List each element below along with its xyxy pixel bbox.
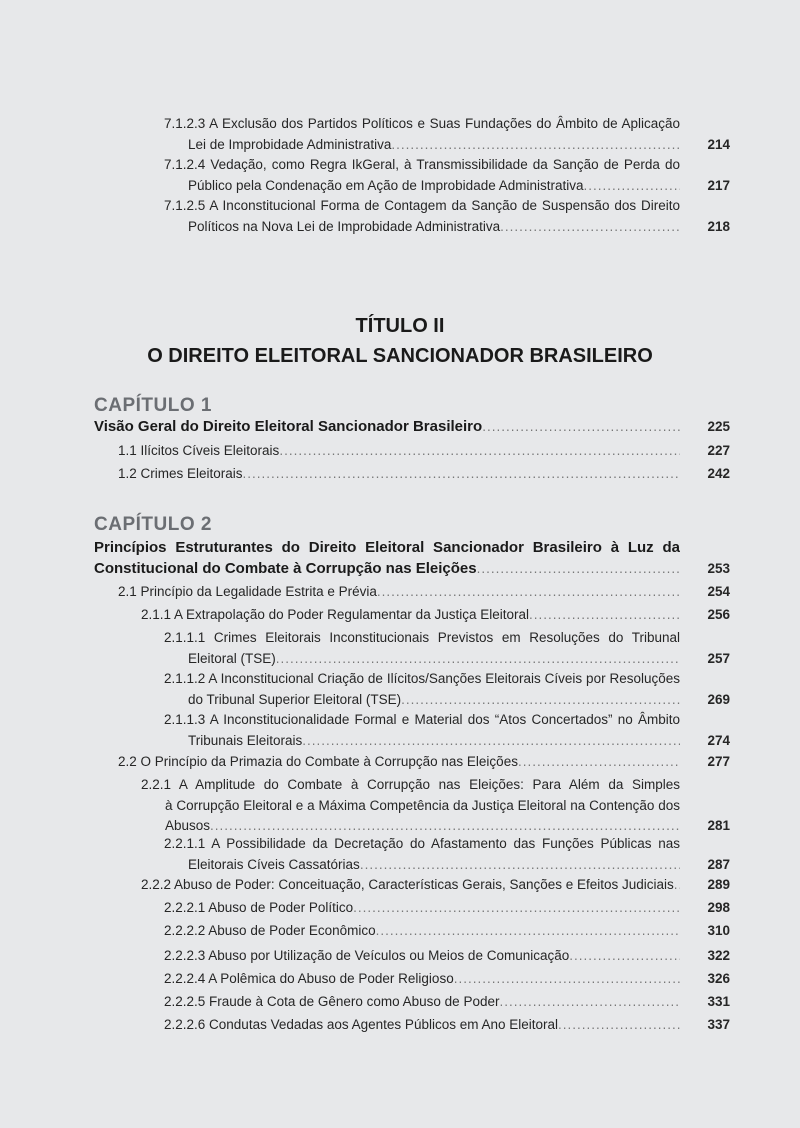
entry-line: 2.1.1.2 A Inconstitucional Criação de Ilícitos/Sanções Eleitorais Cíveis por Resoluções: [164, 671, 680, 686]
page-number: 326: [707, 971, 730, 986]
page-number: 253: [707, 561, 730, 576]
entry-line: 2.2.1 A Amplitude do Combate à Corrupção nas Eleições: Para Além da Simples: [141, 777, 680, 792]
entry-line-last: do Tribunal Superior Eleitoral (TSE): [188, 691, 402, 707]
leader-dots: [529, 605, 680, 626]
entry-line-last: 2.1.1 A Extrapolação do Poder Regulamentar da Justiça Eleitoral: [141, 607, 529, 622]
page-number: 256: [707, 607, 730, 622]
entry-line-last: Abusos: [165, 818, 211, 833]
chapter-2-heading[interactable]: [94, 537, 730, 579]
leader-dots: [482, 416, 680, 437]
entry-line: Princípios Estruturantes do Direito Eleitoral Sancionador Brasileiro à Luz da: [94, 539, 680, 556]
page-number: 214: [707, 136, 730, 152]
leader-dots: [279, 441, 680, 462]
toc-entry-2-2-2-3[interactable]: [164, 946, 730, 967]
toc-entry-1-1[interactable]: [118, 441, 730, 462]
page-number: 227: [707, 443, 730, 458]
toc-entry-2-2-2-4[interactable]: [164, 969, 730, 990]
entry-line-last: Constitucional do Combate à Corrupção nas Eleições: [94, 560, 477, 577]
entry-line-last: 1.2 Crimes Eleitorais: [118, 466, 243, 481]
chapter-1-heading[interactable]: [94, 416, 730, 437]
entry-line-last: Lei de Improbidade Administrativa: [188, 136, 392, 152]
page-number: 310: [707, 923, 730, 938]
page-number: 269: [707, 691, 730, 707]
toc-entry-2-1-1[interactable]: [141, 605, 730, 626]
entry-line-last: Eleitoral (TSE): [188, 650, 276, 666]
entry-line-last: Eleitorais Cíveis Cassatórias: [188, 856, 360, 872]
page-number: 257: [707, 650, 730, 666]
page-number: 277: [707, 754, 730, 769]
entry-line-last: Tribunais Eleitorais: [188, 732, 303, 748]
toc-entry-2-1[interactable]: [118, 582, 730, 603]
entry-line-last: 2.2.2.5 Fraude à Cota de Gênero como Abuso de Poder: [164, 994, 500, 1009]
leader-dots: [477, 558, 680, 579]
page-number: 289: [707, 877, 730, 892]
entry-line: 2.1.1.3 A Inconstitucionalidade Formal e Material dos “Atos Concertados” no Âmbito: [164, 712, 680, 727]
entry-line-last: 2.2.2.4 A Polêmica do Abuso de Poder Religioso: [164, 971, 454, 986]
leader-dots: [376, 921, 680, 942]
chapter-1-label: CAPÍTULO 1: [94, 395, 212, 416]
page-number: 217: [707, 177, 730, 193]
toc-entry-2-2-2-5[interactable]: [164, 992, 730, 1013]
leader-dots: [243, 464, 680, 485]
entry-line-last: Políticos na Nova Lei de Improbidade Administrativa: [188, 218, 501, 234]
leader-dots: [401, 690, 680, 711]
entry-line-last: 2.2.2.6 Condutas Vedadas aos Agentes Públicos em Ano Eleitoral: [164, 1017, 559, 1032]
toc-entry-2-2-2-2[interactable]: [164, 921, 730, 942]
part-title-name: O DIREITO ELEITORAL SANCIONADOR BRASILEIRO: [147, 345, 653, 367]
leader-dots: [499, 992, 680, 1013]
page-number: 274: [707, 732, 730, 748]
part-title: [0, 311, 800, 371]
toc-entry-2-2-2-1[interactable]: [164, 898, 730, 919]
page-number: 337: [707, 1017, 730, 1032]
page-number: 331: [707, 994, 730, 1009]
entry-line: à Corrupção Eleitoral e a Máxima Competência da Justiça Eleitoral na Contenção dos: [165, 797, 680, 813]
toc-entry-2-1-1-3[interactable]: [164, 710, 730, 751]
leader-dots: [360, 855, 680, 876]
entry-line-last: 1.1 Ilícitos Cíveis Eleitorais: [118, 443, 280, 458]
entry-line: 2.2.1.1 A Possibilidade da Decretação do Afastamento das Funções Públicas nas: [164, 836, 680, 851]
leader-dots: [584, 176, 681, 197]
leader-dots: [302, 731, 680, 752]
chapter-2-label: CAPÍTULO 2: [94, 514, 212, 535]
page-number: 254: [707, 584, 730, 599]
entry-line-last: Público pela Condenação em Ação de Improbidade Administrativa: [188, 177, 584, 193]
toc-entry-2-2-2-6[interactable]: [164, 1015, 730, 1036]
leader-dots: [353, 898, 680, 919]
page-number: 298: [707, 900, 730, 915]
entry-line-last: 2.1 Princípio da Legalidade Estrita e Prévia: [118, 584, 377, 599]
leader-dots: [569, 946, 680, 967]
entry-line-last: 2.2.2.2 Abuso de Poder Econômico: [164, 923, 376, 938]
leader-dots: [454, 969, 680, 990]
page-number: 287: [707, 856, 730, 872]
toc-entry-7-1-2-4[interactable]: [164, 155, 730, 196]
toc-entry-2-2[interactable]: [118, 752, 730, 773]
page-number: 218: [707, 218, 730, 234]
part-title-number: TÍTULO II: [355, 315, 445, 337]
entry-line: 7.1.2.5 A Inconstitucional Forma de Contagem da Sanção de Suspensão dos Direito: [164, 198, 680, 213]
toc-entry-2-2-2[interactable]: [141, 875, 730, 896]
leader-dots: [558, 1015, 680, 1036]
leader-dots: [276, 649, 680, 670]
entry-line-last: Visão Geral do Direito Eleitoral Sancionador Brasileiro: [94, 418, 483, 435]
entry-line-last: 2.2.2 Abuso de Poder: Conceituação, Características Gerais, Sanções e Efeitos Judiciais: [141, 877, 674, 892]
leader-dots: [674, 875, 680, 896]
page-number: 322: [707, 948, 730, 963]
page-number: 281: [707, 818, 730, 833]
leader-dots: [377, 582, 680, 603]
leader-dots: [391, 135, 680, 156]
entry-line: 7.1.2.3 A Exclusão dos Partidos Políticos e Suas Fundações do Âmbito de Aplicação: [164, 116, 680, 131]
toc-entry-7-1-2-3[interactable]: [164, 114, 730, 155]
toc-entry-2-2-1[interactable]: [141, 775, 730, 837]
toc-entry-7-1-2-5[interactable]: [164, 196, 730, 237]
page-number: 242: [707, 466, 730, 481]
entry-line-last: 2.2.2.3 Abuso por Utilização de Veículos ou Meios de Comunicação: [164, 948, 570, 963]
toc-entry-1-2[interactable]: [118, 464, 730, 485]
toc-entry-2-1-1-1[interactable]: [164, 628, 730, 669]
entry-line-last: 2.2 O Princípio da Primazia do Combate à Corrupção nas Eleições: [118, 754, 518, 769]
toc-entry-2-2-1-1[interactable]: [164, 834, 730, 875]
toc-entry-2-1-1-2[interactable]: [164, 669, 730, 710]
page-number: 225: [707, 419, 730, 434]
entry-line-last: 2.2.2.1 Abuso de Poder Político: [164, 900, 354, 915]
leader-dots: [518, 752, 680, 773]
leader-dots: [500, 217, 680, 238]
entry-line: 2.1.1.1 Crimes Eleitorais Inconstitucionais Previstos em Resoluções do Tribunal: [164, 630, 680, 645]
entry-line: 7.1.2.4 Vedação, como Regra IkGeral, à Transmissibilidade da Sanção de Perda do: [164, 157, 680, 172]
